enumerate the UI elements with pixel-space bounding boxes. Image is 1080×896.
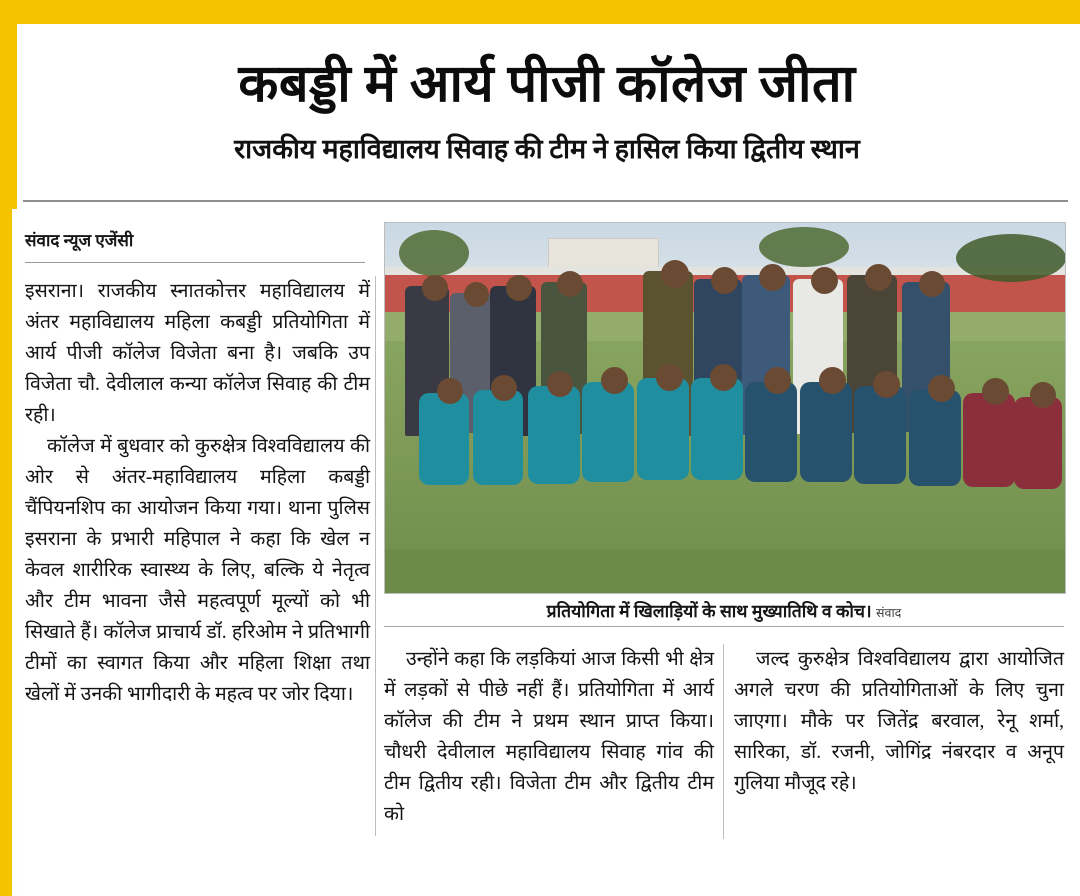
photo-player-head [710, 364, 737, 391]
top-yellow-band [0, 0, 1080, 24]
photo-player-head [1030, 382, 1056, 408]
photo-player-head [656, 364, 683, 391]
photo-tree [956, 234, 1066, 282]
photo-player-seated [419, 393, 469, 485]
photo-player-seated [473, 390, 523, 485]
column-divider-1 [375, 276, 376, 836]
photo-player-seated [854, 386, 906, 484]
headline-divider [23, 200, 1068, 202]
photo-player-seated [582, 382, 634, 482]
body-column-middle [384, 644, 714, 830]
photo-person-head [811, 267, 838, 294]
article-content [17, 24, 1080, 896]
photo-person-head [919, 271, 945, 297]
photo-player-head [437, 378, 463, 404]
photo-person-head [865, 264, 892, 291]
photo-player-seated [528, 386, 580, 484]
photo-player-seated [691, 378, 743, 480]
photo-person-head [464, 282, 489, 307]
photo-foreground-grass [385, 549, 1065, 593]
photo-player-seated [909, 390, 961, 486]
caption-divider [384, 626, 1064, 627]
subheadline: राजकीय महाविद्यालय सिवाह की टीम ने हासिल किया द्वितीय स्थान [234, 134, 860, 164]
photo-player-seated [800, 382, 852, 482]
photo-caption-text: प्रतियोगिता में खिलाड़ियों के साथ मुख्यातिथि व कोच। [546, 601, 872, 621]
photo-person-head [422, 275, 448, 301]
photo-caption [384, 599, 1064, 623]
photo-credit: संवाद [876, 606, 902, 620]
body-column-right [734, 644, 1064, 799]
photo-person-head [557, 271, 583, 297]
byline-divider [25, 262, 365, 263]
photo-player-head [547, 371, 573, 397]
body-column-left [25, 276, 370, 710]
photo-player-head [819, 367, 846, 394]
photo-tree [759, 227, 849, 267]
paragraph: इसराना। राजकीय स्नातकोत्तर महाविद्यालय में अंतर महाविद्यालय महिला कबड्डी प्रतियोगिता में आर्य पीजी कॉलेज विजेता बना है। जबकि उप विजेता चौ. देवीलाल कन्या कॉलेज सिवाह की टीम रही। [25, 281, 370, 426]
photo-player-seated [1014, 397, 1062, 489]
article-photo [384, 222, 1066, 594]
photo-player-seated [637, 378, 689, 480]
photo-player-head [928, 375, 955, 402]
photo-person-head [506, 275, 532, 301]
photo-player-seated [745, 382, 797, 482]
paragraph: उन्होंने कहा कि लड़कियां आज किसी भी क्षेत्र में लड़कों से पीछे नहीं हैं। प्रतियोगिता में आर्य कॉलेज की टीम ने प्रथम स्थान प्राप्त किया। चौधरी देवीलाल महाविद्यालय सिवाह गांव की टीम द्वितीय रही। विजेता टीम और द्वितीय टीम को [384, 649, 714, 825]
headline: कबड्डी में आर्य पीजी कॉलेज जीता [238, 56, 856, 113]
paragraph: कॉलेज में बुधवार को कुरुक्षेत्र विश्वविद्यालय की ओर से अंतर-महाविद्यालय महिला कबड्डी चैंपियनशिप का आयोजन किया गया। थाना पुलिस इसराना के प्रभारी महिपाल ने कहा कि खेल न केवल शारीरिक स्वास्थ्य के लिए, बल्कि ये नेतृत्व और टीम भावना जैसे महत्वपूर्ण मूल्यों को भी सिखाते हैं। कॉलेज प्राचार्य डॉ. हरिओम ने प्रतिभागी टीमों का स्वागत किया और महिला शिक्षा तथा खेलों में उनकी भागीदारी के महत्व पर जोर दिया। [25, 436, 370, 705]
photo-person-head [759, 264, 786, 291]
photo-player-seated [963, 393, 1015, 487]
photo-tree [399, 230, 469, 276]
paragraph: जल्द कुरुक्षेत्र विश्वविद्यालय द्वारा आयोजित अगले चरण की प्रतियोगिताओं के लिए चुना जाएगा। मौके पर जितेंद्र बरवाल, रेनू शर्मा, सारिका, डॉ. रजनी, जोगिंद्र नंबरदार व अनूप गुलिया मौजूद रहे। [734, 649, 1064, 794]
photo-player-head [491, 375, 517, 401]
photo-person-head [661, 260, 689, 288]
column-divider-2 [723, 644, 724, 839]
byline: संवाद न्यूज एजेंसी [25, 231, 134, 250]
left-yellow-strip [0, 24, 12, 896]
